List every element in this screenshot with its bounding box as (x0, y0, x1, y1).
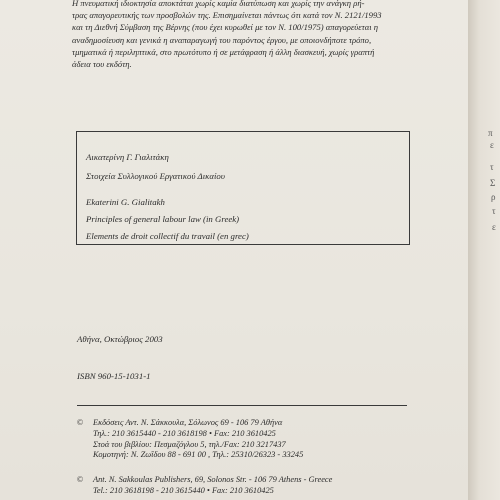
facing-page-fragment: ε (492, 222, 496, 232)
author-greek: Αικατερίνη Γ. Γιαλιτάκη (86, 152, 169, 162)
publisher-english (77, 475, 457, 500)
title-english: Principles of general labour law (in Greek) (86, 214, 240, 224)
publisher-line: Tel.: 210 3618198 - 210 3615440 • Fax: 210 3610425 (93, 485, 274, 495)
publisher-line: Τηλ.: 210 3615440 - 210 3618198 • Fax: 210 3610425 (93, 428, 276, 438)
notice-line: Η πνευματική ιδιοκτησία αποκτάται χωρίς καμία διατύπωση και χωρίς την ανάγκη ρή- (72, 0, 365, 8)
copyright-notice (72, 0, 452, 70)
facing-page-fragment: τ (490, 162, 494, 172)
publisher-line: Ant. N. Sakkoulas Publishers, 69, Solonos Str. - 106 79 Athens - Greece (93, 475, 333, 484)
copyright-symbol: © (77, 475, 84, 484)
publisher-line: Κομοτηνή: Ν. Ζωΐδου 88 - 691 00 , Τηλ.: 25310/26323 - 33245 (93, 450, 304, 460)
publication-date: Αθήνα, Οκτώβριος 2003 (77, 334, 163, 344)
facing-page-fragment: Σ (490, 178, 496, 188)
divider (77, 405, 407, 406)
publisher-line: Εκδόσεις Αντ. Ν. Σάκκουλα, Σόλωνος 69 - 106 79 Αθήνα (93, 418, 283, 427)
notice-line: και τη Διεθνή Σύμβαση της Βέρνης (που έχει κυρωθεί με τον Ν. 100/1975) απαγορεύεται η (72, 22, 379, 33)
facing-page-fragment: ε (490, 140, 494, 150)
title-greek: Στοιχεία Συλλογικού Εργατικού Δικαίου (86, 171, 225, 181)
copyright-symbol: © (77, 418, 84, 427)
notice-line: άδεια του εκδότη. (72, 59, 132, 70)
author-english: Ekaterini G. Gialitakh (86, 197, 165, 207)
title-box (76, 131, 410, 245)
title-french: Elements de droit collectif du travail (en grec) (86, 231, 249, 241)
facing-page-fragment: ρ (491, 192, 496, 202)
notice-line: τμηματικά ή περιληπτικά, στο πρωτότυπο ή σε μετάφραση ή άλλη διασκευή, χωρίς γραπτή (72, 46, 375, 57)
facing-page-fragment: τ (492, 206, 496, 216)
facing-page-edge (468, 0, 500, 500)
notice-line: αναδημοσίευση και γενικά η αναπαραγωγή του παρόντος έργου, με οποιονδήποτε τρόπο, (72, 34, 372, 45)
publisher-line: Στοά του βιβλίου: Πεσμαζόγλου 5, τηλ./Fax: 210 3217437 (93, 439, 286, 449)
notice-line: τρας απαγορευτικής των προσβολών της. Επισημαίνεται πάντως ότι κατά τον Ν. 2121/1993 (72, 10, 382, 21)
isbn: ISBN 960-15-1031-1 (77, 371, 151, 381)
publisher-greek (77, 418, 437, 466)
facing-page-fragment: π (488, 128, 493, 138)
